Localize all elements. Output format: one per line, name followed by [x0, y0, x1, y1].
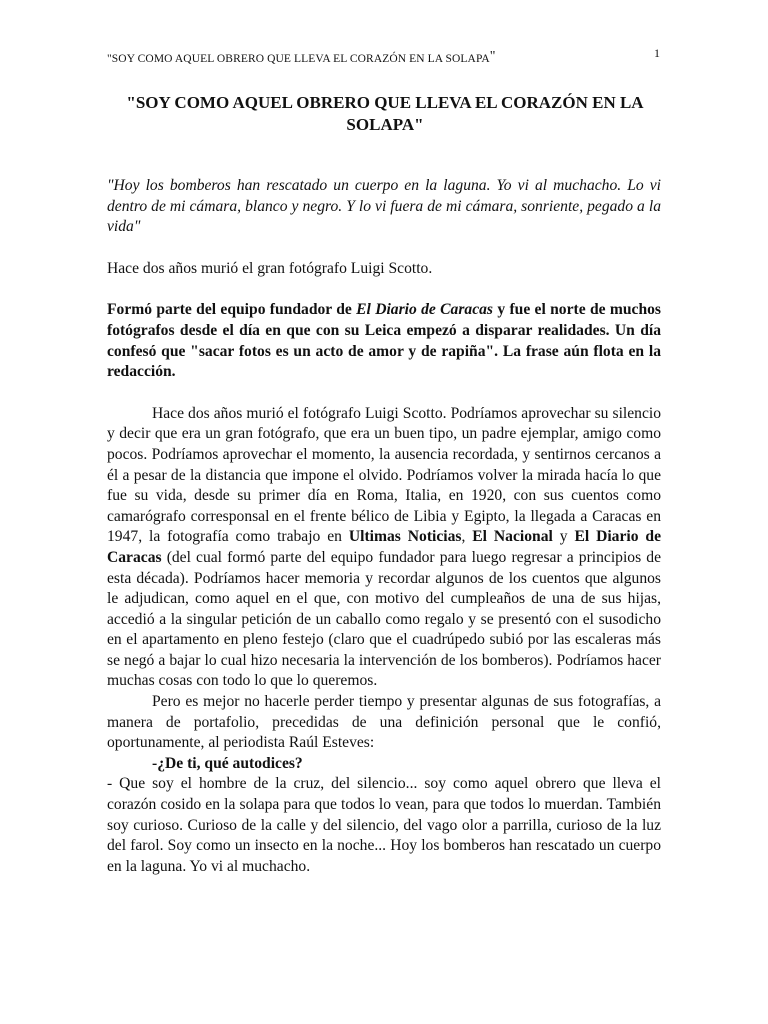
running-header-title: "SOY COMO AQUEL OBRERO QUE LLEVA EL CORAZÓN EN LA SOLAPA [107, 53, 490, 65]
running-header-close-quote: " [489, 49, 496, 64]
intro-sentence: Hace dos años murió el gran fotógrafo Luigi Scotto. [107, 259, 433, 277]
interview-answer: - Que soy el hombre de la cruz, del silencio... soy como aquel obrero que lleva el corazón cosido en la solapa para que todos lo vean, para que todos lo muerdan. También soy curioso. Curioso de la calle y del silencio, del vago olor a parrilla, curioso de la luz del farol. Soy como un insecto en la noche... Hoy los bomberos han rescatado un cuerpo en la laguna. Yo vi al muchacho. [107, 775, 661, 875]
lead-text-part2: y fue el norte de muchos fotógrafos desde el día en que con su Leica empezó a disparar realidades. Un día confesó que "sacar fotos es un acto de amor y de rapiña". La frase aún flota en la redacción. [107, 301, 661, 381]
newspaper-el-diario-de-caracas: El Diario de Caracas [107, 528, 662, 566]
article-body [107, 176, 661, 877]
lead-text-part1: Formó parte del equipo fundador de [107, 301, 357, 319]
paragraph1-separator-2: y [552, 528, 575, 546]
running-header [107, 51, 496, 67]
paragraph1-part1: Hace dos años murió el fotógrafo Luigi Scotto. Podríamos aprovechar su silencio y decir que era un gran fotógrafo, que era un buen tipo, un padre ejemplar, amigo como pocos. Podríamos aprovechar el momento, la ausencia recordada, y sentirnos cercanos a él a pesar de la distancia que impone el olvido. Podríamos volver la mirada hacía lo que fue su vida, desde su primer día en Roma, Italia, en 1920, con sus cuentos como camarógrafo corresponsal en el frente bélico de Libia y Egipto, la llegada a Caracas en 1947, la fotografía como trabajo en [107, 404, 661, 546]
article-title: "SOY COMO AQUEL OBRERO QUE LLEVA EL CORAZÓN EN LA SOLAPA" [126, 93, 644, 134]
newspaper-el-nacional: El Nacional [472, 528, 553, 546]
paragraph1-part2: (del cual formó parte del equipo fundador para luego regresar a principios de esta década). Podríamos hacer memoria y recordar algunos de los cuentos que algunos le adjudican, como aquel en el que, con motivo del cumpleaños de una de sus hijas, accedió a la singular petición de un caballo como regalo y se presentó con el susodicho en el apartamento en pleno festejo (claro que el cuadrúpedo subió por las escaleras más se negó a bajar lo cual hizo necesaria la intervención de los bomberos). Podríamos hacer muchas cosas con todo lo que lo queremos. [107, 548, 661, 690]
lead-paragraph [107, 300, 661, 382]
paragraph1-separator-1: , [461, 528, 473, 546]
newspaper-ultimas-noticias: Ultimas Noticias [348, 528, 462, 546]
epigraph-quote: "Hoy los bomberos han rescatado un cuerpo en la laguna. Yo vi al muchacho. Lo vi dentro de mi cámara, blanco y negro. Y lo vi fuera de mi cámara, sonriente, pegado a la vida" [107, 177, 661, 236]
page-number: 1 [654, 46, 660, 60]
body-paragraph-1 [107, 404, 661, 692]
interview-question: -¿De ti, qué autodices? [152, 754, 303, 772]
lead-newspaper-name: El Diario de Caracas [356, 301, 494, 319]
body-paragraph-2: Pero es mejor no hacerle perder tiempo y presentar algunas de sus fotografías, a manera de portafolio, precedidas de una definición personal que le confió, oportunamente, al periodista Raúl Esteves: [107, 693, 661, 752]
